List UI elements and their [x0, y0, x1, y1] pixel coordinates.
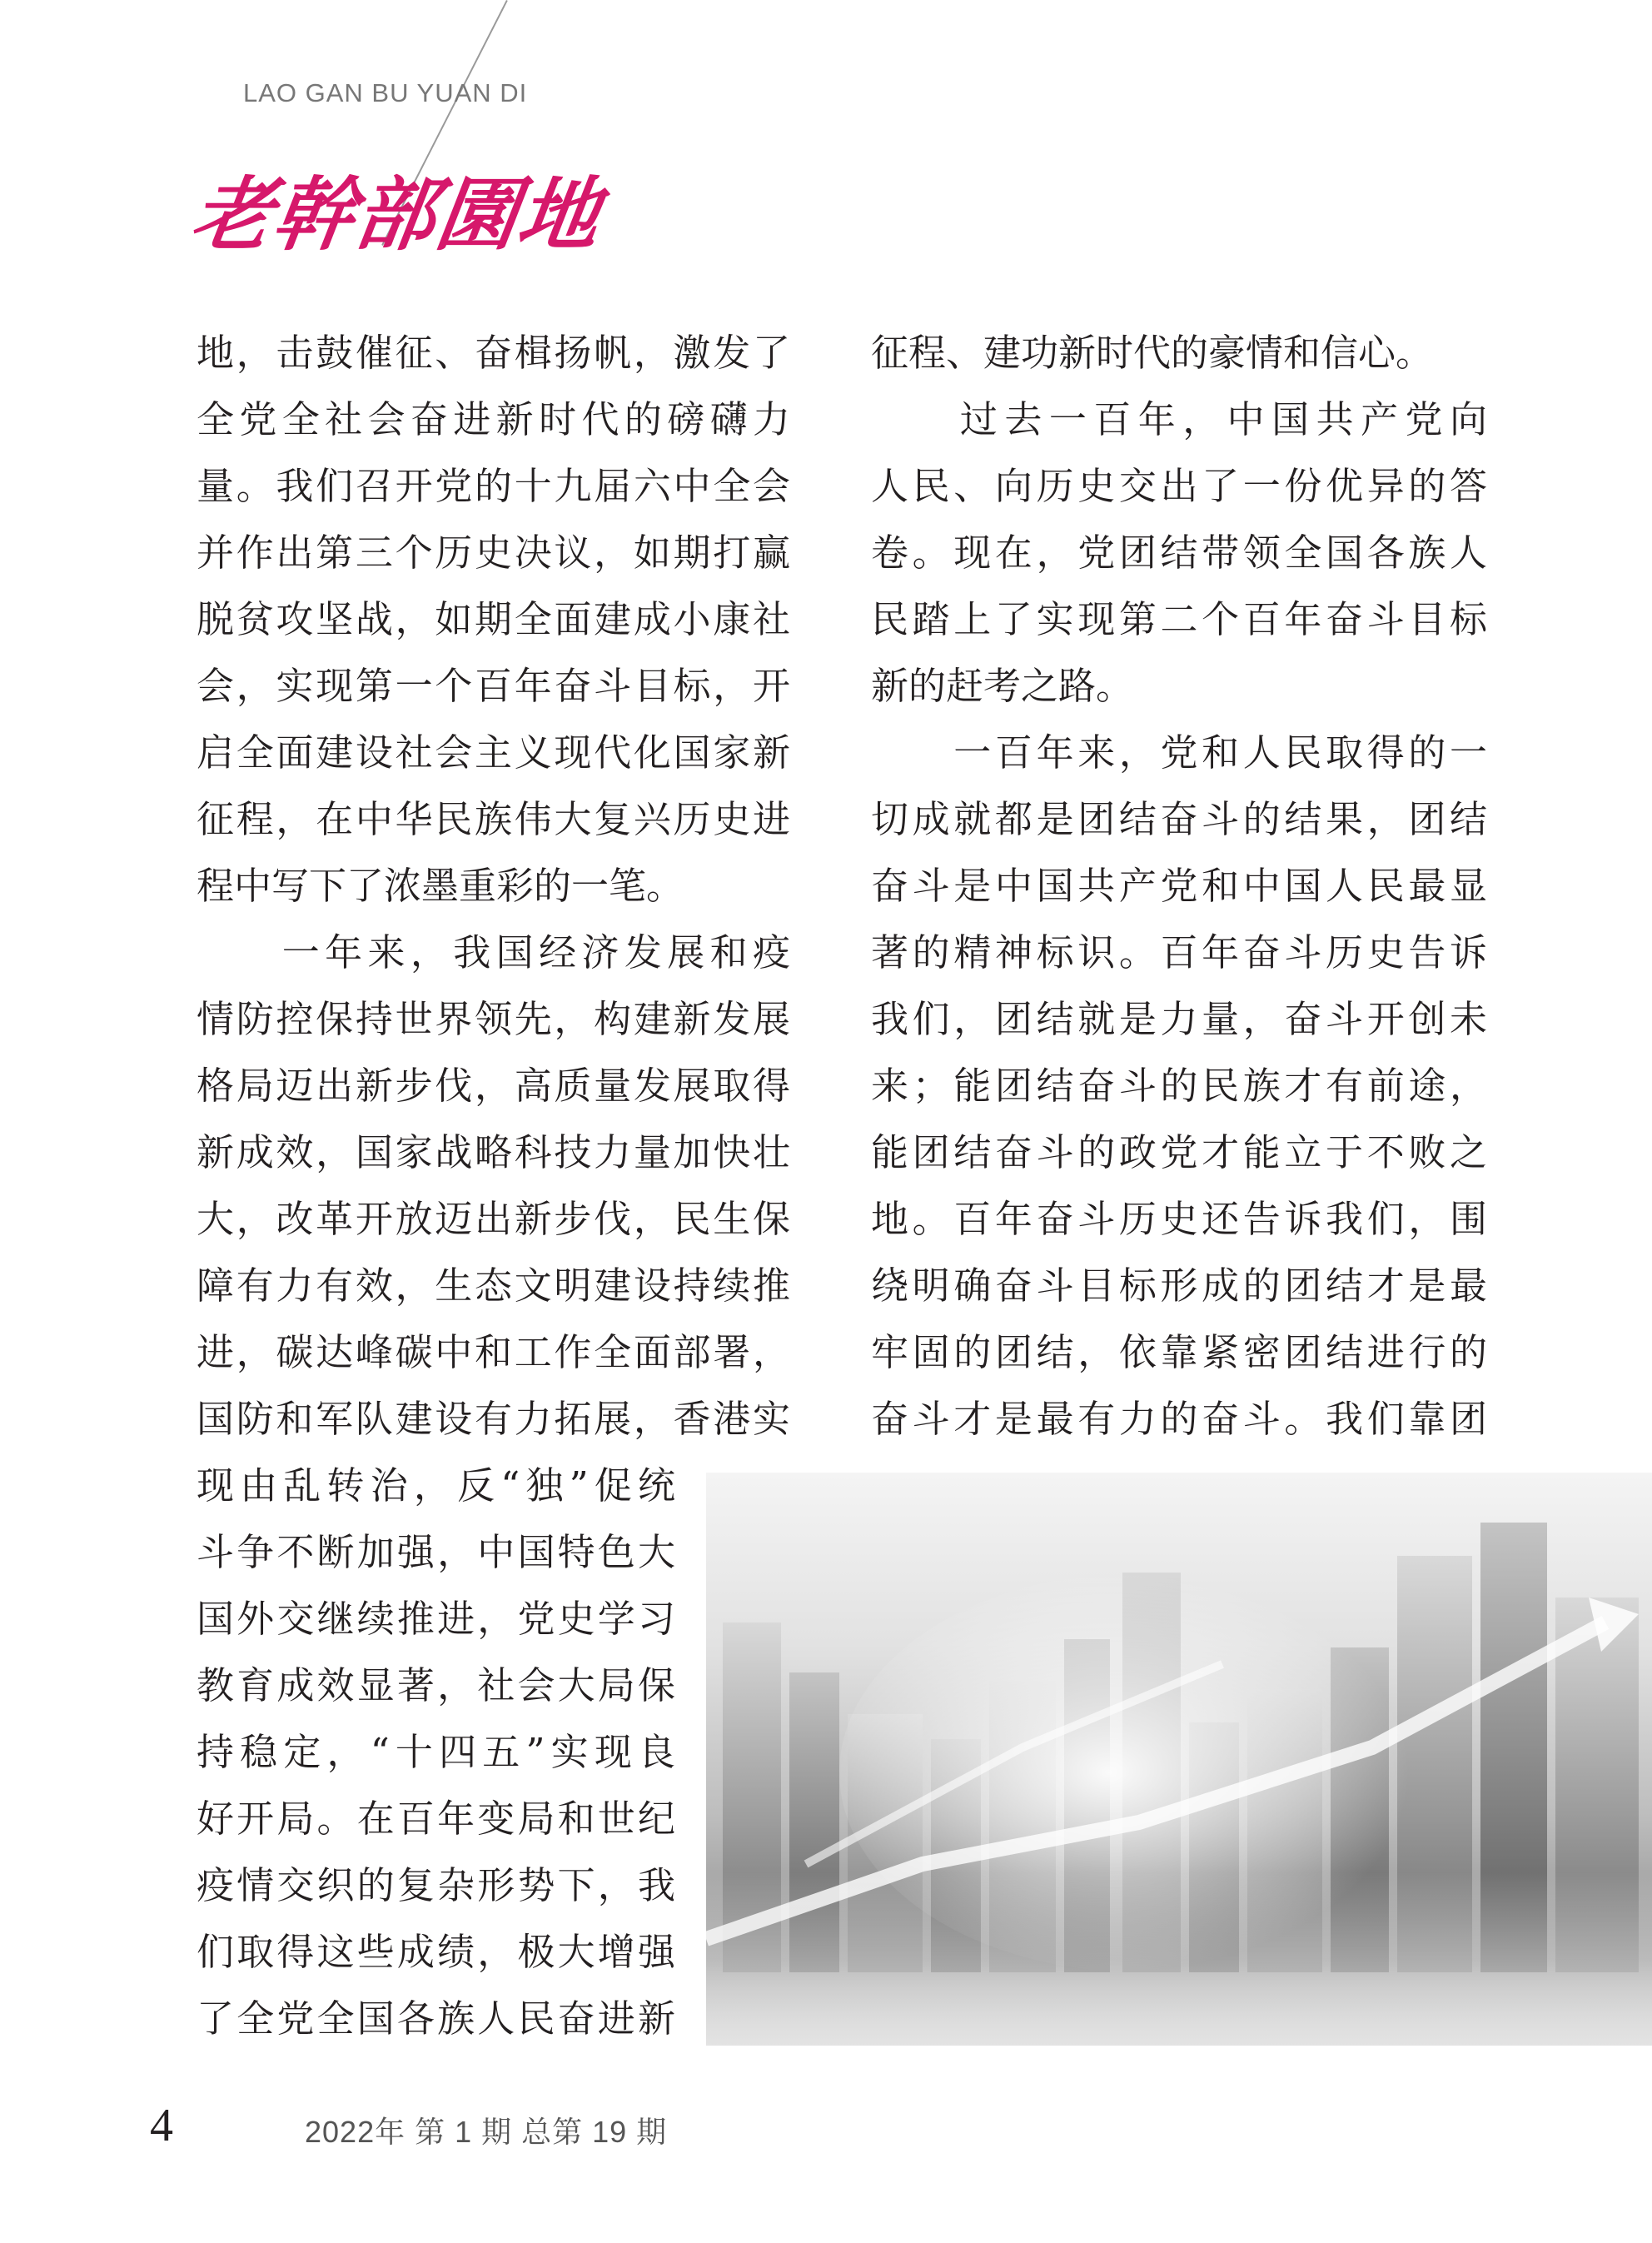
text-line: 脱贫攻坚战，如期全面建成小康社	[197, 597, 790, 641]
city-skyline-image	[706, 1473, 1652, 2046]
text-line: 地，击鼓催征、奋楫扬帆，激发了	[197, 331, 790, 375]
text-line: 程中写下了浓墨重彩的一笔。	[197, 864, 684, 908]
text-line: 卷。现在，党团结带领全国各族人	[871, 531, 1487, 575]
issue-info: 2022年 第 1 期 总第 19 期	[305, 2115, 668, 2149]
text-line: 格局迈出新步伐，高质量发展取得	[197, 1064, 790, 1108]
text-line: 障有力有效，生态文明建设持续推	[197, 1264, 790, 1308]
text-line: 牢固的团结，依靠紧密团结进行的	[871, 1330, 1487, 1374]
article-right-column	[871, 320, 1487, 1453]
text-line: 新成效，国家战略科技力量加快壮	[197, 1130, 790, 1174]
text-line: 启全面建设社会主义现代化国家新	[197, 730, 790, 775]
text-line: 过去一百年，中国共产党向	[871, 397, 1487, 441]
text-line: 情防控保持世界领先，构建新发展	[197, 997, 790, 1041]
text-line: 了全党全国各族人民奋进新	[197, 1996, 675, 2041]
text-line: 著的精神标识。百年奋斗历史告诉	[871, 930, 1487, 974]
text-line: 人民、向历史交出了一份优异的答	[871, 464, 1487, 508]
text-line: 一年来，我国经济发展和疫	[197, 930, 790, 974]
magazine-section-subtitle: LAO GAN BU YUAN DI	[243, 78, 528, 107]
text-line: 征程、建功新时代的豪情和信心。	[871, 331, 1434, 375]
text-line: 现由乱转治，反“独”促统	[197, 1463, 675, 1508]
text-line: 征程，在中华民族伟大复兴历史进	[197, 797, 790, 841]
text-line: 疫情交织的复杂形势下，我	[197, 1863, 675, 1907]
text-line: 斗争不断加强，中国特色大	[197, 1530, 675, 1574]
text-line: 会，实现第一个百年奋斗目标，开	[197, 664, 790, 708]
magazine-section-title: 老幹部園地	[186, 167, 607, 262]
text-line: 们取得这些成绩，极大增强	[197, 1930, 675, 1974]
text-line: 全党全社会奋进新时代的磅礴力	[197, 397, 790, 441]
text-line: 量。我们召开党的十九届六中全会	[197, 464, 790, 508]
text-line: 进，碳达峰碳中和工作全面部署，	[197, 1330, 790, 1374]
text-line: 来；能团结奋斗的民族才有前途，	[871, 1064, 1487, 1108]
text-line: 奋斗是中国共产党和中国人民最显	[871, 864, 1487, 908]
text-line: 地。百年奋斗历史还告诉我们，围	[871, 1197, 1487, 1241]
article-left-column-wrapped	[197, 1453, 675, 2052]
text-line: 教育成效显著，社会大局保	[197, 1663, 675, 1707]
text-line: 持稳定，“十四五”实现良	[197, 1730, 675, 1774]
text-line: 我们，团结就是力量，奋斗开创未	[871, 997, 1487, 1041]
city-skyline-illustration	[706, 1473, 1652, 2046]
text-line: 大，改革开放迈出新步伐，民生保	[197, 1197, 790, 1241]
article-left-column	[197, 320, 790, 1453]
text-line: 能团结奋斗的政党才能立于不败之	[871, 1130, 1487, 1174]
text-line: 绕明确奋斗目标形成的团结才是最	[871, 1264, 1487, 1308]
text-line: 好开局。在百年变局和世纪	[197, 1797, 675, 1841]
text-line: 新的赶考之路。	[871, 664, 1134, 708]
text-line: 国防和军队建设有力拓展，香港实	[197, 1397, 790, 1441]
text-line: 民踏上了实现第二个百年奋斗目标	[871, 597, 1487, 641]
text-line: 一百年来，党和人民取得的一	[871, 730, 1487, 775]
text-line: 国外交继续推进，党史学习	[197, 1597, 675, 1641]
text-line: 并作出第三个历史决议，如期打赢	[197, 531, 790, 575]
page-number: 4	[150, 2100, 173, 2151]
text-line: 奋斗才是最有力的奋斗。我们靠团	[871, 1397, 1487, 1441]
text-line: 切成就都是团结奋斗的结果，团结	[871, 797, 1487, 841]
